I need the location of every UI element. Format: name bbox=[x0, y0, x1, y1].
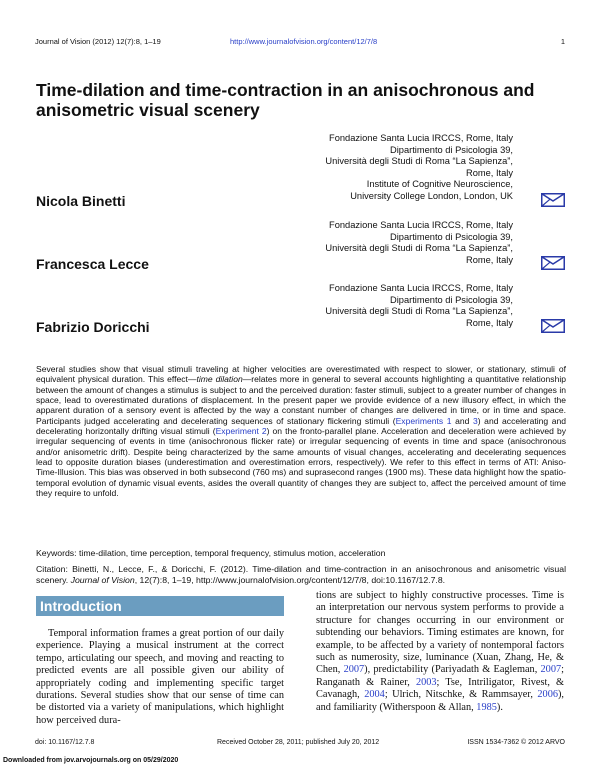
email-icon[interactable] bbox=[541, 319, 565, 333]
author-name: Francesca Lecce bbox=[36, 256, 149, 272]
running-header bbox=[35, 37, 565, 47]
reference-link[interactable]: 2007 bbox=[343, 664, 365, 676]
article-title: Time-dilation and time-contraction in an anisochronous and anisometric visual scenery bbox=[36, 80, 535, 120]
journal-citation-header: Journal of Vision (2012) 12(7):8, 1–19 bbox=[35, 37, 161, 46]
page-number: 1 bbox=[560, 37, 565, 46]
author-affiliation: Fondazione Santa Lucia IRCCS, Rome, Italy Dipartimento di Psicologia 39, Università degli Studi di Roma “La Sapienza”, Rome, Italy Institute of Cognitive Neuroscience, University College London, London, UK bbox=[325, 133, 513, 201]
experiment-link[interactable]: Experiment 2 bbox=[215, 426, 267, 437]
author-affiliation: Fondazione Santa Lucia IRCCS, Rome, Italy Dipartimento di Psicologia 39, Università degli Studi di Roma “La Sapienza”, Rome, Italy bbox=[325, 220, 513, 265]
email-icon[interactable] bbox=[541, 256, 565, 270]
experiment-link[interactable]: 3 bbox=[472, 415, 478, 426]
issn-copyright: ISSN 1534-7362 © 2012 ARVO bbox=[467, 739, 565, 746]
download-stamp: Downloaded from jov.arvojournals.org on 05/29/2020 bbox=[3, 757, 179, 764]
intro-text-right-column: tions are subject to highly constructive processes. Time is an interpretation our nervous system performs to provide a structure for changes occurring in our environment or subtending our behaviors. Timing estimates are known, for example, to be affected by a variety of nontemporal factors such as numerosity, size, luminance (Xuan, Zhang, He, & Chen, 2007), predictability (Pariyadath & Eagleman, 2007; Ranganath & Rainer, 2003; Tse, Intriligator, Rivest, & Cavanagh, 2004; Ulrich, Nitschke, & Rammsayer, 2006), and familiarity (Witherspoon & Allan, 1985). bbox=[316, 590, 564, 713]
author-name: Fabrizio Doricchi bbox=[36, 319, 150, 335]
page-footer bbox=[35, 739, 565, 749]
citation: Citation: Binetti, N., Lecce, F., & Doricchi, F. (2012). Time-dilation and time-contraction in an anisochronous and anisometric visual scenery. Journal of Vision, 12(7):8, 1–19, http://www.journalofvision.org/content/12/7/8, doi:10.1167/12.7.8. bbox=[36, 564, 566, 585]
reference-link[interactable]: 1985 bbox=[476, 701, 497, 713]
reference-link[interactable]: 2006 bbox=[537, 689, 558, 701]
reference-link[interactable]: 2007 bbox=[540, 664, 562, 676]
section-heading-introduction: Introduction bbox=[36, 596, 284, 616]
intro-text-left-column: Temporal information frames a great portion of our daily experience. Playing a musical instrument at the correct tempo, articulating our speech, and moving and reacting to predicted events are all possible given our ability of appropriately coding and implementing specific target durations. Several studies show that our sense of time can be distorted via a variety of manipulations, which highlight how perceived dura- bbox=[36, 628, 284, 726]
keywords: Keywords: time-dilation, time perception, temporal frequency, stimulus motion, acceleration bbox=[36, 548, 386, 558]
reference-link[interactable]: 2004 bbox=[364, 689, 385, 701]
doi: doi: 10.1167/12.7.8 bbox=[35, 739, 95, 746]
abstract: Several studies show that visual stimuli traveling at higher velocities are overestimated with respect to slower, or stationary, stimuli of equivalent physical duration. This effect—time dilation—relates more in general to several accounts highlighting a quantitative relationship between the amount of changes a stimulus is subject to and the perceived duration: faster stimuli, subject to a greater number of changes in space, lead to overestimated durations of displacement. In the present paper we provide evidence of a new illusory effect, in which the apparent duration of a sensory event is affected by the way a constant number of changes are delivered in time, or in time and space. Participants judged accelerating and decelerating sequences of stationary flickering stimuli (Experiments 1 and 3) and accelerating and decelerating horizontally drifting visual stimuli (Experiment 2) on the fronto-parallel plane. Acceleration and deceleration were achieved by irregular sequencing of events in time (anisochronous flicker rate) or irregular sequencing of events in time and space (anisochronous and/or anisometric drift). Despite being characterized by the same amounts of visual changes, accelerating and decelerating sequences lead to opposite duration biases (underestimation and overestimation errors, respectively). We refer to this effect in terms of ATI: Aniso-Time-Illusion. This bias was observed in both subsecond (760 ms) and suprasecond ranges (1900 ms). These data highlight how the spatio-temporal evolution of dynamic visual events, asides the overall quantity of changes they are subject to, affect the perceived amount of time they require to unfold. bbox=[36, 364, 567, 499]
reference-link[interactable]: 2003 bbox=[415, 676, 437, 688]
author-affiliation: Fondazione Santa Lucia IRCCS, Rome, Italy Dipartimento di Psicologia 39, Università degli Studi di Roma “La Sapienza”, Rome, Italy bbox=[325, 283, 513, 328]
experiment-link[interactable]: Experiments 1 bbox=[395, 415, 452, 426]
email-icon[interactable] bbox=[541, 193, 565, 207]
author-name: Nicola Binetti bbox=[36, 193, 126, 209]
received-date: Received October 28, 2011; published July 20, 2012 bbox=[217, 739, 380, 746]
journal-url-link[interactable]: http://www.journalofvision.org/content/12/7/8 bbox=[230, 37, 378, 46]
